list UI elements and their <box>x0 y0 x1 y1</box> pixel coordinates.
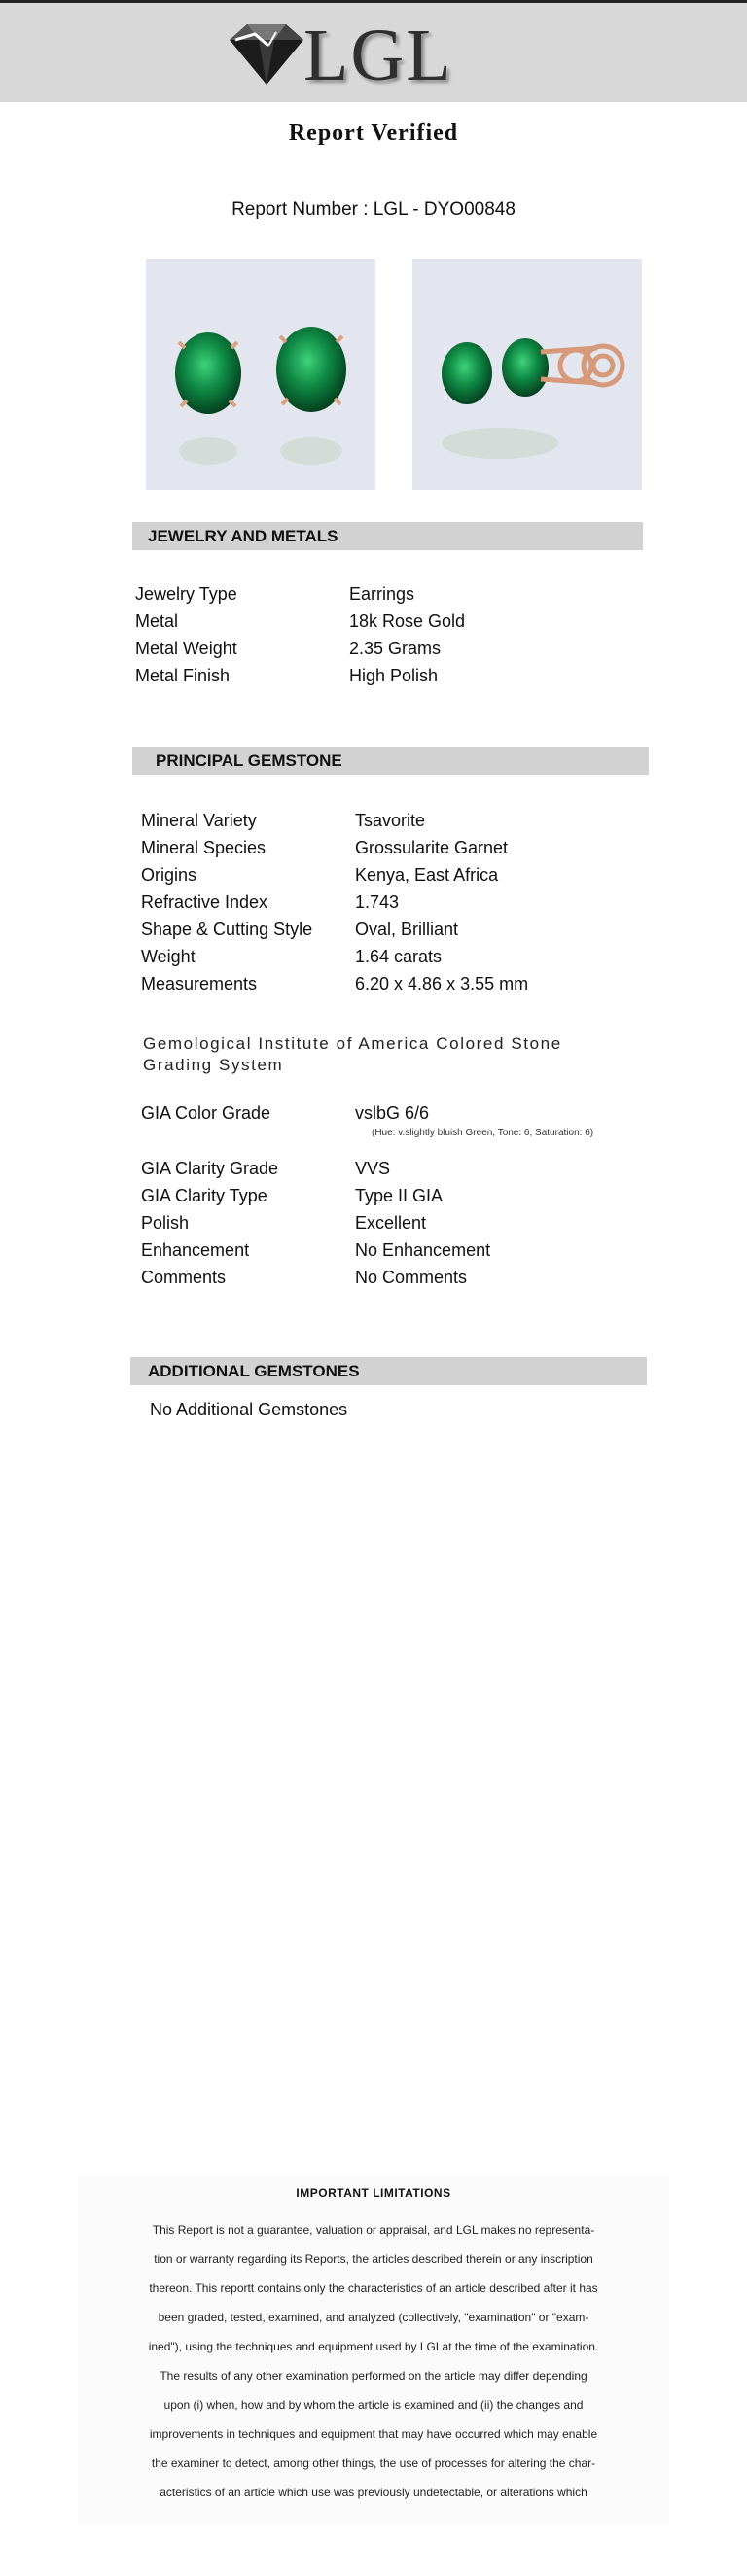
section-heading-principal: PRINCIPAL GEMSTONE <box>132 747 649 775</box>
detail-value: Tsavorite <box>355 811 426 830</box>
detail-value: Kenya, East Africa <box>355 865 499 885</box>
detail-label: Comments <box>141 1268 227 1287</box>
detail-value: 18k Rose Gold <box>349 611 466 631</box>
detail-value: High Polish <box>349 666 439 685</box>
detail-label: GIA Color Grade <box>141 1103 271 1123</box>
detail-label: GIA Clarity Grade <box>141 1159 279 1178</box>
detail-label: Measurements <box>141 974 258 993</box>
detail-value: Grossularite Garnet <box>355 838 509 857</box>
limitations-line: ined"), using the techniques and equipment used by LGLat the time of the examination. <box>148 2340 599 2353</box>
lgl-logo[interactable] <box>226 15 479 96</box>
detail-label: Jewelry Type <box>135 584 237 604</box>
detail-value: Oval, Brilliant <box>355 920 459 939</box>
detail-label: Metal Finish <box>135 666 231 685</box>
detail-value: Earrings <box>349 584 415 604</box>
limitations-heading: IMPORTANT LIMITATIONS <box>296 2186 451 2200</box>
detail-value: VVS <box>355 1159 391 1178</box>
limitations-line: been graded, tested, examined, and analyzed (collectively, "examination" or "exam- <box>158 2311 589 2324</box>
limitations-line: The results of any other examination performed on the article may differ depending <box>160 2369 587 2383</box>
detail-label: Refractive Index <box>141 892 268 912</box>
detail-label: Enhancement <box>141 1240 250 1260</box>
detail-value: 1.64 carats <box>355 947 443 966</box>
detail-label: Metal Weight <box>135 639 237 658</box>
limitations-line: tion or warranty regarding its Reports, the articles described therein or any inscription <box>154 2252 593 2266</box>
page-title: Report Verified <box>288 121 459 146</box>
important-limitations <box>78 2175 669 2524</box>
detail-label: GIA Clarity Type <box>141 1186 267 1205</box>
detail-value: Excellent <box>355 1213 427 1233</box>
detail-value: 2.35 Grams <box>349 639 442 658</box>
header-bar <box>0 3 747 102</box>
section-heading-additional: ADDITIONAL GEMSTONES <box>130 1357 647 1385</box>
gia-grading-system-title: Gemological Institute of America Colored Stone Grading System <box>143 1034 562 1074</box>
detail-value: 6.20 x 4.86 x 3.55 mm <box>355 974 529 993</box>
no-additional-gemstones: No Additional Gemstones <box>150 1400 348 1419</box>
report-number: Report Number : LGL - DYO00848 <box>231 199 516 220</box>
limitations-line: improvements in techniques and equipment that may have occurred which may enable <box>149 2427 598 2441</box>
earrings-front-photo <box>146 259 375 490</box>
logo-text: LGL <box>303 15 453 96</box>
section-heading-jewelry: JEWELRY AND METALS <box>132 522 643 550</box>
limitations-line: upon (i) when, how and by whom the article is examined and (ii) the changes and <box>163 2398 584 2412</box>
detail-label: Weight <box>141 947 196 966</box>
detail-value: vslbG 6/6 <box>355 1103 430 1123</box>
detail-label: Shape & Cutting Style <box>141 920 313 939</box>
detail-value: Type II GIA <box>355 1186 444 1205</box>
hue-note: (Hue: v.slightly bluish Green, Tone: 6, Saturation: 6) <box>372 1128 594 1138</box>
detail-label: Mineral Variety <box>141 811 257 830</box>
limitations-line: thereon. This reportt contains only the characteristics of an article described after it has <box>149 2281 598 2295</box>
detail-label: Polish <box>141 1213 190 1233</box>
limitations-line: This Report is not a guarantee, valuation or appraisal, and LGL makes no representa- <box>152 2223 595 2237</box>
detail-value: 1.743 <box>355 892 400 912</box>
limitations-line: the examiner to detect, among other things, the use of processes for altering the char- <box>151 2456 596 2470</box>
detail-value: No Enhancement <box>355 1240 491 1260</box>
detail-label: Mineral Species <box>141 838 267 857</box>
detail-label: Origins <box>141 865 197 885</box>
limitations-line: acteristics of an article which use was previously undetectable, or alterations which <box>160 2486 587 2499</box>
earrings-side-photo <box>412 259 642 490</box>
detail-value: No Comments <box>355 1268 468 1287</box>
diamond-icon <box>226 20 305 87</box>
detail-label: Metal <box>135 611 179 631</box>
